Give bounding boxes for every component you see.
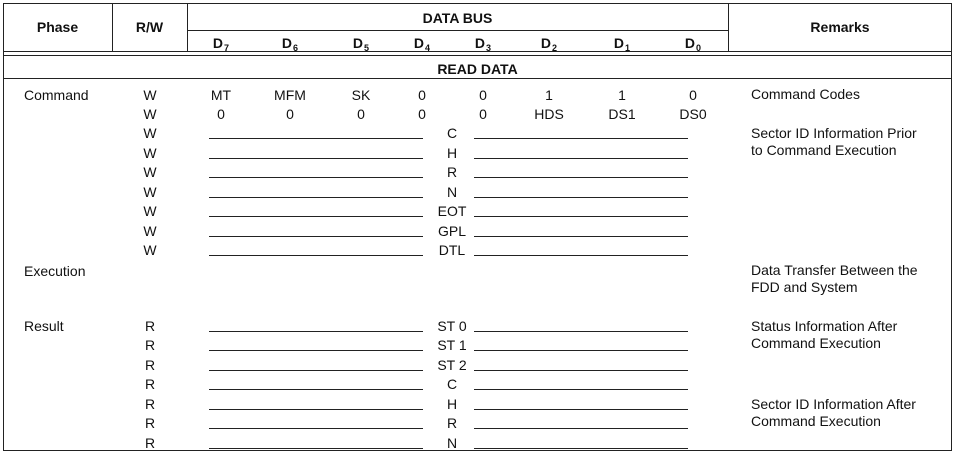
field-name: R xyxy=(446,164,458,180)
bit-value-d1: 1 xyxy=(618,87,626,103)
field-rule-right xyxy=(474,236,688,237)
row-rw: R xyxy=(144,415,156,431)
bit-header-base: D xyxy=(281,35,293,51)
field-name: N xyxy=(446,435,458,451)
bit-header-base: D xyxy=(352,35,364,51)
bit-value-d2: 1 xyxy=(545,87,553,103)
field-rule-left xyxy=(209,409,423,410)
bit-value-d3: 0 xyxy=(479,87,487,103)
field-rule-left xyxy=(209,428,423,429)
bit-header-subscript: 6 xyxy=(293,43,299,53)
remark-sector-prior-line2: to Command Execution xyxy=(751,142,897,158)
field-name: ST 1 xyxy=(437,337,467,353)
field-rule-left xyxy=(209,177,423,178)
bit-header-d6 xyxy=(270,35,310,51)
bit-value-d3: 0 xyxy=(479,106,487,122)
remark-command-codes: Command Codes xyxy=(751,86,860,102)
bit-value-d0: 0 xyxy=(689,87,697,103)
bit-header-d2 xyxy=(529,35,569,51)
bit-value-d7: 0 xyxy=(217,106,225,122)
row-rw: R xyxy=(144,357,156,373)
row-rw: W xyxy=(143,242,157,258)
rw-header: R/W xyxy=(135,19,164,35)
section-title: READ DATA xyxy=(437,61,518,77)
bit-header-subscript: 7 xyxy=(224,43,230,53)
field-rule-left xyxy=(209,216,423,217)
field-rule-left xyxy=(209,255,423,256)
field-name: H xyxy=(446,396,458,412)
field-rule-left xyxy=(209,370,423,371)
bit-header-subscript: 2 xyxy=(552,43,558,53)
row-rw: W xyxy=(143,184,157,200)
bit-value-d5: 0 xyxy=(357,106,365,122)
field-rule-right xyxy=(474,331,688,332)
row-rw: R xyxy=(144,337,156,353)
bit-header-base: D xyxy=(413,35,425,51)
bit-header-base: D xyxy=(613,35,625,51)
bit-header-subscript: 1 xyxy=(625,43,631,53)
bit-header-d1 xyxy=(602,35,642,51)
field-rule-left xyxy=(209,197,423,198)
field-rule-right xyxy=(474,350,688,351)
bit-header-subscript: 5 xyxy=(364,43,370,53)
bit-header-base: D xyxy=(684,35,696,51)
field-rule-right xyxy=(474,409,688,410)
bit-header-base: D xyxy=(540,35,552,51)
field-rule-right xyxy=(474,138,688,139)
field-rule-right xyxy=(474,428,688,429)
row-rw: R xyxy=(144,435,156,451)
field-name: ST 0 xyxy=(437,318,467,334)
row-rw: W xyxy=(143,164,157,180)
field-name: C xyxy=(446,125,458,141)
field-rule-right xyxy=(474,158,688,159)
bit-header-d5 xyxy=(341,35,381,51)
remark-sector-after-line2: Command Execution xyxy=(751,413,881,429)
row-rw: W xyxy=(143,145,157,161)
bit-header-d3 xyxy=(463,35,503,51)
bit-value-d6: MFM xyxy=(274,87,306,103)
remark-status-line2: Command Execution xyxy=(751,335,881,351)
row-rw: W xyxy=(143,87,157,103)
remark-sector-prior-line1: Sector ID Information Prior xyxy=(751,125,917,141)
phase-header: Phase xyxy=(36,19,79,35)
row-rw: R xyxy=(144,376,156,392)
field-rule-left xyxy=(209,331,423,332)
bit-header-subscript: 4 xyxy=(425,43,431,53)
bit-header-base: D xyxy=(474,35,486,51)
field-rule-right xyxy=(474,177,688,178)
row-rw: W xyxy=(143,125,157,141)
bit-value-d2: HDS xyxy=(534,106,564,122)
field-rule-left xyxy=(209,448,423,449)
field-name: C xyxy=(446,376,458,392)
field-name: ST 2 xyxy=(437,357,467,373)
field-rule-left xyxy=(209,158,423,159)
row-rw: W xyxy=(143,203,157,219)
header-bottom-line-2 xyxy=(3,55,952,56)
remark-sector-after-line1: Sector ID Information After xyxy=(751,396,916,412)
field-rule-right xyxy=(474,448,688,449)
field-name: R xyxy=(446,415,458,431)
field-name: DTL xyxy=(438,242,466,258)
field-rule-right xyxy=(474,389,688,390)
row-rw: W xyxy=(143,223,157,239)
row-rw: W xyxy=(143,106,157,122)
bit-value-d5: SK xyxy=(351,87,371,103)
field-rule-right xyxy=(474,370,688,371)
remark-data-transfer-line2: FDD and System xyxy=(751,279,858,295)
row-rw: R xyxy=(144,396,156,412)
field-name: H xyxy=(446,145,458,161)
remark-status-line1: Status Information After xyxy=(751,318,898,334)
bit-value-d0: DS0 xyxy=(679,106,707,122)
bit-header-d0 xyxy=(673,35,713,51)
bit-header-subscript: 0 xyxy=(696,43,702,53)
field-name: GPL xyxy=(437,223,467,239)
field-rule-right xyxy=(474,255,688,256)
field-name: N xyxy=(446,184,458,200)
bit-header-d7 xyxy=(201,35,241,51)
bit-header-d4 xyxy=(402,35,442,51)
field-rule-right xyxy=(474,197,688,198)
phase-result: Result xyxy=(24,318,64,334)
field-rule-left xyxy=(209,138,423,139)
remark-data-transfer-line1: Data Transfer Between the xyxy=(751,262,918,278)
row-rw: R xyxy=(144,318,156,334)
databus-header: DATA BUS xyxy=(422,10,493,26)
bit-value-d1: DS1 xyxy=(608,106,636,122)
bit-value-d4: 0 xyxy=(418,106,426,122)
section-title-line xyxy=(3,78,952,79)
field-name: EOT xyxy=(437,203,467,219)
field-rule-left xyxy=(209,350,423,351)
databus-underline xyxy=(187,30,728,31)
field-rule-left xyxy=(209,236,423,237)
field-rule-right xyxy=(474,216,688,217)
bit-header-base: D xyxy=(212,35,224,51)
bit-value-d6: 0 xyxy=(286,106,294,122)
remarks-header: Remarks xyxy=(810,19,870,35)
bit-value-d7: MT xyxy=(210,87,232,103)
bit-value-d4: 0 xyxy=(418,87,426,103)
bit-header-subscript: 3 xyxy=(486,43,492,53)
field-rule-left xyxy=(209,389,423,390)
phase-command: Command xyxy=(24,87,89,103)
header-bottom-line xyxy=(3,51,952,52)
phase-execution: Execution xyxy=(24,263,86,279)
